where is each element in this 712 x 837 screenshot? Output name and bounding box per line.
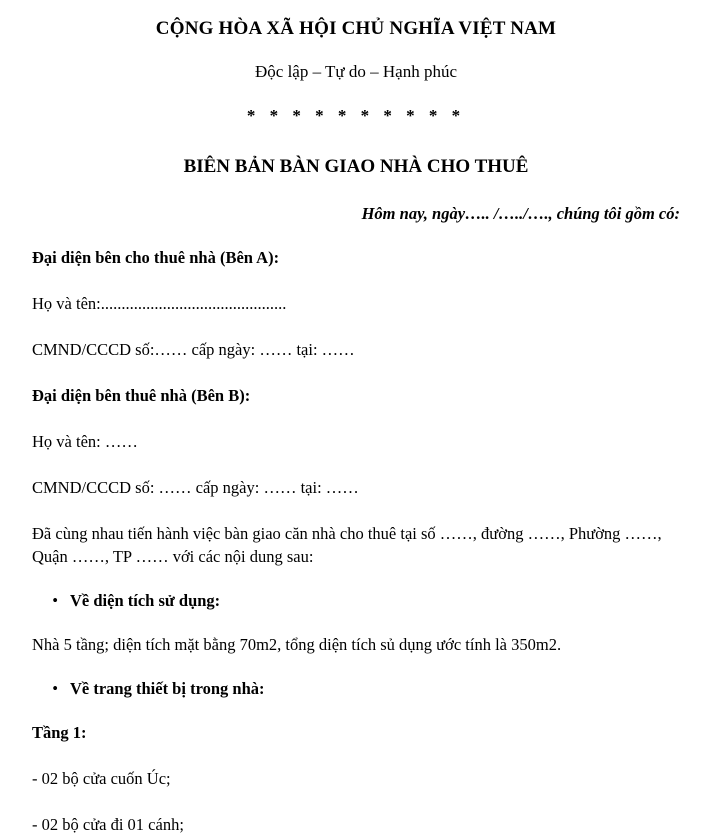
party-b-id-field: CMND/CCCD số: …… cấp ngày: …… tại: ……	[32, 477, 359, 497]
bullet-icon: •	[52, 679, 58, 699]
page-title: BIÊN BẢN BÀN GIAO NHÀ CHO THUÊ	[183, 156, 529, 177]
star-divider: * * * * * * * * * *	[246, 106, 466, 125]
party-b-name-field: Họ và tên: ……	[32, 431, 138, 451]
area-detail: Nhà 5 tầng; diện tích mặt bằng 70m2, tổng diện tích sủ dụng ước tính là 350m2.	[32, 635, 562, 655]
floor-1-heading: Tầng 1:	[32, 723, 87, 743]
bullet-icon: •	[52, 591, 58, 611]
list-item	[32, 679, 680, 699]
section-heading-equipment: Về trang thiết bị trong nhà:	[70, 679, 265, 699]
national-title: CỘNG HÒA XÃ HỘI CHỦ NGHĨA VIỆT NAM	[155, 18, 557, 39]
national-motto: Độc lập – Tự do – Hạnh phúc	[255, 62, 457, 81]
party-b-heading: Đại diện bên thuê nhà (Bên B):	[32, 385, 251, 405]
party-a-name-field: Họ và tên:.............................................	[32, 293, 287, 313]
floor-1-item-2: - 02 bộ cửa đi 01 cánh;	[32, 815, 184, 835]
section-heading-area: Về diện tích sử dụng:	[70, 591, 221, 611]
handover-paragraph: Đã cùng nhau tiến hành việc bàn giao căn nhà cho thuê tại số ……, đường ……, Phường ……, Quận ……, TP …… với các nội dung sau:	[32, 523, 662, 567]
party-a-heading: Đại diện bên cho thuê nhà (Bên A):	[32, 248, 280, 267]
date-line: Hôm nay, ngày….. /…../…., chúng tôi gồm có:	[361, 204, 680, 223]
floor-1-item-1: - 02 bộ cửa cuốn Úc;	[32, 769, 171, 789]
party-a-id-field: CMND/CCCD số:…… cấp ngày: …… tại: ……	[32, 339, 355, 359]
list-item	[32, 591, 680, 611]
